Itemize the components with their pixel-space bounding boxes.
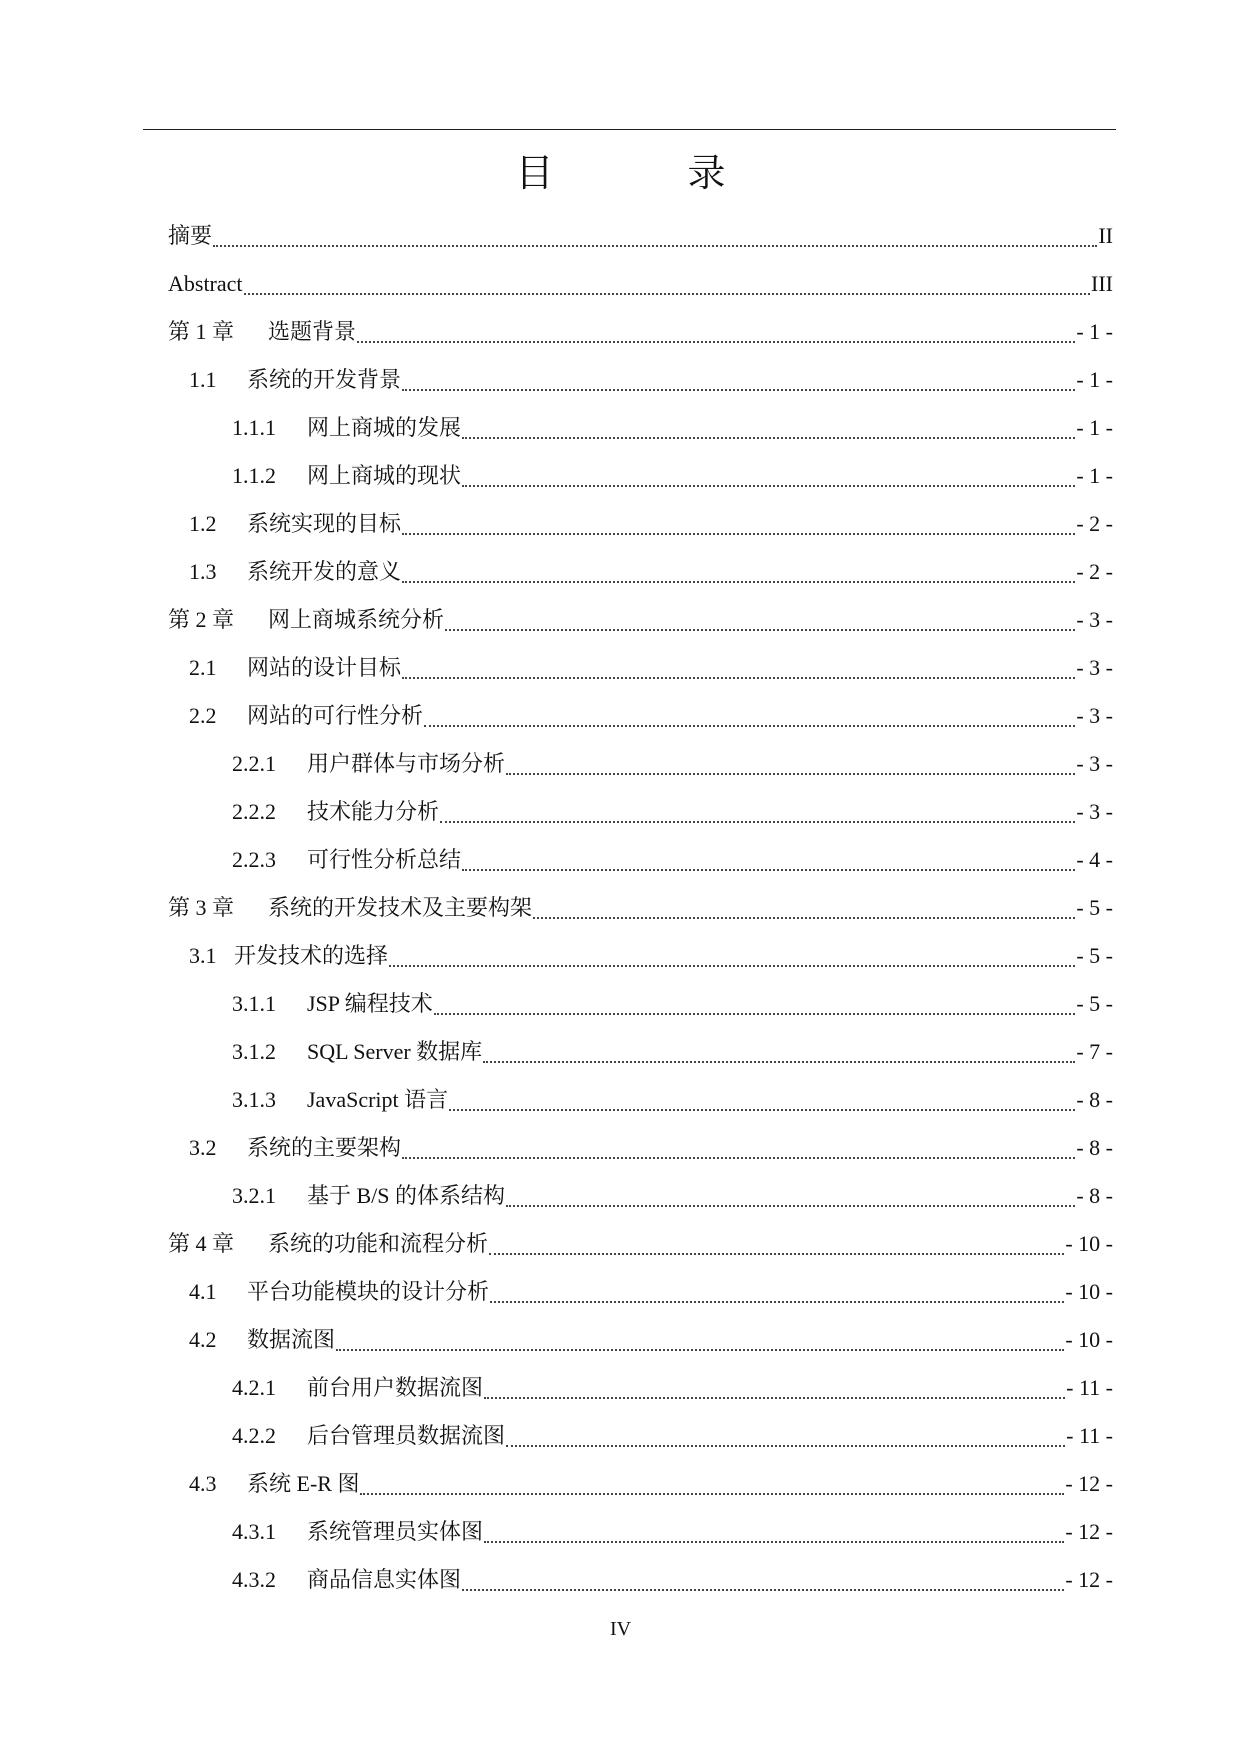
toc-entry[interactable] bbox=[168, 892, 1113, 924]
toc-entry-number: 2.2.3 bbox=[232, 847, 276, 872]
dot-leader bbox=[402, 1157, 1075, 1159]
toc-entry[interactable] bbox=[168, 604, 1113, 636]
toc-entry[interactable] bbox=[168, 220, 1113, 252]
toc-entry-title: 摘要 bbox=[168, 223, 213, 248]
toc-entry[interactable] bbox=[232, 1516, 1113, 1548]
dot-leader bbox=[402, 581, 1075, 583]
toc-entry[interactable] bbox=[232, 988, 1113, 1020]
toc-entry-page: - 5 - bbox=[1076, 991, 1113, 1016]
toc-entry-title: 选题背景 bbox=[268, 319, 357, 344]
toc-entry-number: 4.3 bbox=[189, 1471, 217, 1496]
toc-entry[interactable] bbox=[189, 1132, 1113, 1164]
toc-entry-page: III bbox=[1091, 271, 1113, 296]
toc-entry-title: 网上商城的现状 bbox=[307, 463, 462, 488]
toc-entry[interactable] bbox=[189, 1468, 1113, 1500]
toc-entry-title: 平台功能模块的设计分析 bbox=[247, 1279, 490, 1304]
dot-leader bbox=[336, 1349, 1064, 1351]
toc-entry[interactable] bbox=[232, 1420, 1113, 1452]
toc-entry-number: 3.1.1 bbox=[232, 991, 276, 1016]
toc-entry-number: 1.1 bbox=[189, 367, 217, 392]
toc-entry-title: 网上商城系统分析 bbox=[268, 607, 445, 632]
toc-entry-page: - 12 - bbox=[1065, 1519, 1113, 1544]
toc-entry[interactable] bbox=[232, 1036, 1113, 1068]
header-rule bbox=[143, 129, 1116, 130]
toc-title: 目 录 bbox=[515, 151, 774, 195]
toc-entry-page: - 10 - bbox=[1065, 1279, 1113, 1304]
dot-leader bbox=[533, 917, 1075, 919]
toc-entry-number: 4.3.1 bbox=[232, 1519, 276, 1544]
toc-entry[interactable] bbox=[232, 1084, 1113, 1116]
toc-entry-page: - 1 - bbox=[1076, 463, 1113, 488]
toc-entry-page: - 8 - bbox=[1076, 1183, 1113, 1208]
page-number: IV bbox=[609, 1618, 632, 1640]
toc-entry-number: 第 4 章 bbox=[168, 1231, 235, 1256]
toc-entry-page: - 1 - bbox=[1076, 415, 1113, 440]
dot-leader bbox=[360, 1493, 1064, 1495]
toc-entry-page: - 8 - bbox=[1076, 1135, 1113, 1160]
toc-entry-number: 1.1.2 bbox=[232, 463, 276, 488]
dot-leader bbox=[462, 485, 1075, 487]
toc-entry-page: - 7 - bbox=[1076, 1039, 1113, 1064]
toc-entry-number: 2.2 bbox=[189, 703, 217, 728]
toc-entry-title: 系统 E-R 图 bbox=[247, 1471, 360, 1496]
toc-entry[interactable] bbox=[189, 652, 1113, 684]
toc-entry[interactable] bbox=[232, 796, 1113, 828]
toc-entry-number: 2.2.2 bbox=[232, 799, 276, 824]
toc-entry-title: 系统的开发背景 bbox=[247, 367, 402, 392]
toc-entry-number: 3.2.1 bbox=[232, 1183, 276, 1208]
dot-leader bbox=[402, 677, 1075, 679]
dot-leader bbox=[434, 1013, 1076, 1015]
toc-entry-title: 系统管理员实体图 bbox=[307, 1519, 484, 1544]
toc-entry-page: - 3 - bbox=[1076, 655, 1113, 680]
toc-entry[interactable] bbox=[189, 700, 1113, 732]
toc-entry-title: 技术能力分析 bbox=[307, 799, 440, 824]
toc-entry-number: 4.3.2 bbox=[232, 1567, 276, 1592]
dot-leader bbox=[506, 773, 1075, 775]
toc-entry-page: - 8 - bbox=[1076, 1087, 1113, 1112]
toc-entry-title: 数据流图 bbox=[247, 1327, 336, 1352]
dot-leader bbox=[213, 245, 1097, 247]
toc-entry-page: - 10 - bbox=[1065, 1231, 1113, 1256]
toc-entry[interactable] bbox=[189, 556, 1113, 588]
toc-entry-page: - 5 - bbox=[1076, 895, 1113, 920]
toc-entry-number: 4.2.1 bbox=[232, 1375, 276, 1400]
toc-entry-title: 系统实现的目标 bbox=[247, 511, 402, 536]
toc-entry[interactable] bbox=[189, 1324, 1113, 1356]
dot-leader bbox=[489, 1253, 1064, 1255]
dot-leader bbox=[506, 1205, 1075, 1207]
toc-entry[interactable] bbox=[232, 412, 1113, 444]
toc-entry-title: 基于 B/S 的体系结构 bbox=[307, 1183, 506, 1208]
toc-entry-number: 4.1 bbox=[189, 1279, 217, 1304]
toc-entry[interactable] bbox=[189, 364, 1113, 396]
toc-entry-page: - 2 - bbox=[1076, 511, 1113, 536]
toc-entry-title: 开发技术的选择 bbox=[234, 943, 389, 968]
toc-entry-number: 1.3 bbox=[189, 559, 217, 584]
toc-entry-page: - 3 - bbox=[1076, 751, 1113, 776]
dot-leader bbox=[389, 965, 1075, 967]
toc-entry-page: - 4 - bbox=[1076, 847, 1113, 872]
toc-entry[interactable] bbox=[232, 1564, 1113, 1596]
toc-entry[interactable] bbox=[232, 844, 1113, 876]
dot-leader bbox=[483, 1061, 1075, 1063]
toc-entry[interactable] bbox=[232, 1180, 1113, 1212]
toc-entry[interactable] bbox=[232, 748, 1113, 780]
toc-entry-title: 后台管理员数据流图 bbox=[307, 1423, 506, 1448]
toc-entry-title: Abstract bbox=[168, 271, 243, 296]
toc-entry-title: 系统的功能和流程分析 bbox=[268, 1231, 489, 1256]
toc-entry-title: 可行性分析总结 bbox=[307, 847, 462, 872]
toc-entry-number: 1.2 bbox=[189, 511, 217, 536]
toc-entry[interactable] bbox=[232, 460, 1113, 492]
dot-leader bbox=[462, 1589, 1064, 1591]
toc-entry-page: - 5 - bbox=[1076, 943, 1113, 968]
dot-leader bbox=[462, 437, 1075, 439]
toc-entry-title: 网站的可行性分析 bbox=[247, 703, 424, 728]
toc-entry-number: 第 1 章 bbox=[168, 319, 235, 344]
dot-leader bbox=[484, 1397, 1065, 1399]
toc-entry-page: - 12 - bbox=[1065, 1567, 1113, 1592]
toc-entry-page: - 1 - bbox=[1076, 367, 1113, 392]
toc-entry-title: 系统的主要架构 bbox=[247, 1135, 402, 1160]
toc-entry-page: - 3 - bbox=[1076, 799, 1113, 824]
dot-leader bbox=[490, 1301, 1064, 1303]
toc-entry-number: 4.2 bbox=[189, 1327, 217, 1352]
toc-entry-title: JavaScript 语言 bbox=[307, 1087, 449, 1112]
dot-leader bbox=[402, 533, 1075, 535]
dot-leader bbox=[506, 1445, 1065, 1447]
dot-leader bbox=[424, 725, 1075, 727]
toc-entry-page: - 12 - bbox=[1065, 1471, 1113, 1496]
dot-leader bbox=[462, 869, 1075, 871]
toc-entry[interactable] bbox=[168, 1228, 1113, 1260]
toc-entry-page: - 10 - bbox=[1065, 1327, 1113, 1352]
toc-entry-number: 第 2 章 bbox=[168, 607, 235, 632]
toc-entry[interactable] bbox=[189, 508, 1113, 540]
toc-entry[interactable] bbox=[232, 1372, 1113, 1404]
toc-entry[interactable] bbox=[168, 268, 1113, 300]
dot-leader bbox=[357, 341, 1075, 343]
toc-entry-title: 网上商城的发展 bbox=[307, 415, 462, 440]
toc-entry-title: 系统开发的意义 bbox=[247, 559, 402, 584]
toc-entry-number: 4.2.2 bbox=[232, 1423, 276, 1448]
dot-leader bbox=[449, 1109, 1075, 1111]
toc-entry-title: 网站的设计目标 bbox=[247, 655, 402, 680]
dot-leader bbox=[484, 1541, 1064, 1543]
toc-entry-number: 2.1 bbox=[189, 655, 217, 680]
toc-entry-title: 商品信息实体图 bbox=[307, 1567, 462, 1592]
toc-entry-page: - 11 - bbox=[1066, 1375, 1113, 1400]
toc-entry-number: 2.2.1 bbox=[232, 751, 276, 776]
toc-entry-number: 3.1.3 bbox=[232, 1087, 276, 1112]
toc-entry-number: 第 3 章 bbox=[168, 895, 235, 920]
toc-entry-page: - 1 - bbox=[1076, 319, 1113, 344]
toc-entry-title: 系统的开发技术及主要构架 bbox=[268, 895, 533, 920]
toc-entry[interactable] bbox=[168, 316, 1113, 348]
dot-leader bbox=[440, 821, 1075, 823]
toc-entry-page: II bbox=[1098, 223, 1113, 248]
toc-entry[interactable] bbox=[189, 940, 1113, 972]
toc-entry-number: 1.1.1 bbox=[232, 415, 276, 440]
dot-leader bbox=[402, 389, 1075, 391]
toc-entry-number: 3.1 bbox=[189, 943, 217, 968]
toc-entry-page: - 2 - bbox=[1076, 559, 1113, 584]
toc-entry[interactable] bbox=[189, 1276, 1113, 1308]
dot-leader bbox=[244, 293, 1090, 295]
dot-leader bbox=[445, 629, 1075, 631]
toc-entry-title: JSP 编程技术 bbox=[307, 991, 433, 1016]
toc-entry-title: 用户群体与市场分析 bbox=[307, 751, 506, 776]
toc-entry-page: - 3 - bbox=[1076, 703, 1113, 728]
toc-entry-title: SQL Server 数据库 bbox=[307, 1039, 483, 1064]
toc-entry-page: - 3 - bbox=[1076, 607, 1113, 632]
toc-entry-number: 3.1.2 bbox=[232, 1039, 276, 1064]
toc-entry-number: 3.2 bbox=[189, 1135, 217, 1160]
toc-entry-page: - 11 - bbox=[1066, 1423, 1113, 1448]
toc-entry-title: 前台用户数据流图 bbox=[307, 1375, 484, 1400]
